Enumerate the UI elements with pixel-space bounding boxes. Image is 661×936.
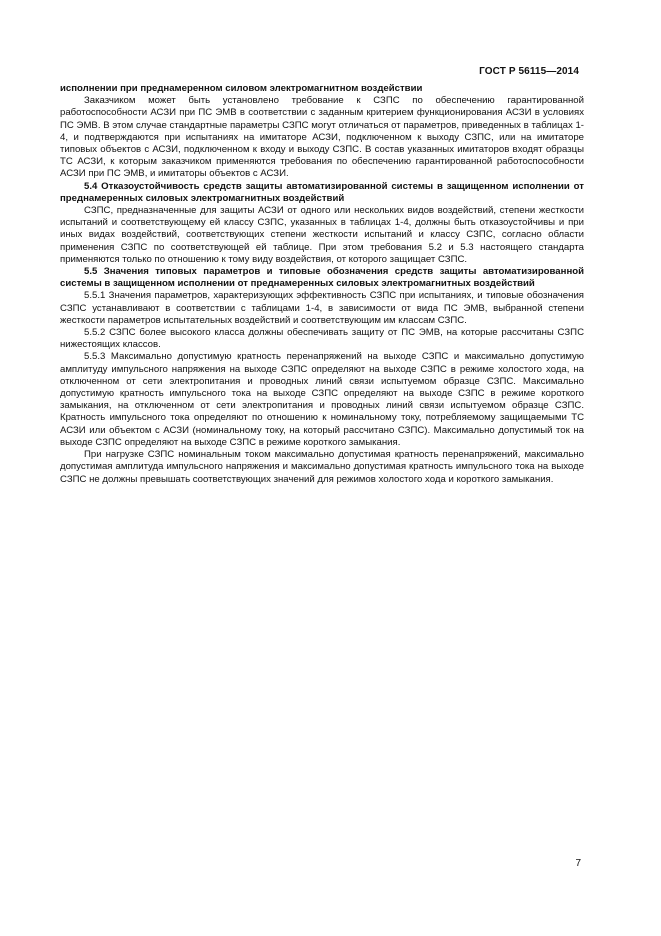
section-heading-5-5: 5.5 Значения типовых параметров и типовые обозначения средств защиты автоматизированной системы в защищенном исполнении от преднамеренных силовых электромагнитных воздействий xyxy=(60,266,584,290)
section-title-continuation: исполнении при преднамеренном силовом электромагнитном воздействии xyxy=(60,83,423,94)
page-number: 7 xyxy=(575,858,581,869)
paragraph: СЗПС, предназначенные для защиты АСЗИ от одного или нескольких видов воздействий, степени жесткости испытаний и соответствующему ей классу СЗПС, указанных в таблицах 1-4, должны быть отказоустойчивы и при иных видах воздействий, соответствующих степени жесткости испытаний и классу СЗПС, согласно области применения СЗПС по соответствующей ей таблице. При этом требования 5.2 и 5.3 настоящего стандарта применяются только по отношению к тому виду воздействия, от которого защищает СЗПС. xyxy=(60,205,584,265)
paragraph: Заказчиком может быть установлено требование к СЗПС по обеспечению гарантированной работоспособности АСЗИ при ПС ЭМВ в соответствии с заданным критерием функционирования АСЗИ в условиях ПС ЭМВ. В этом случае стандартные параметры СЗПС могут отличаться от параметров, приведенных в таблицах 1-4, и подтверждаются при испытаниях на имитаторе АСЗИ, подключенном к выходу СЗПС, или на имитаторе типовых объектов с АСЗИ, подключенном к входу и выходу СЗПС. В состав указанных имитаторов входят образцы ТС АСЗИ, к которым заказчиком применяются требования по обеспечению гарантированной работоспособности АСЗИ при ПС ЭМВ, и имитаторы объектов с АСЗИ. xyxy=(60,95,584,180)
section-heading-5-4: 5.4 Отказоустойчивость средств защиты автоматизированной системы в защищенном исполнении от преднамеренных силовых электромагнитных воздействий xyxy=(60,180,584,204)
paragraph: При нагрузке СЗПС номинальным током максимально допустимая кратность перенапряжений, максимально допустимая амплитуда импульсного напряжения и максимально допустимая кратность импульсного тока на выходе СЗПС не должны превышать соответствующих значений для режимов холостого хода и короткого замыкания. xyxy=(60,449,584,485)
document-body xyxy=(60,83,584,486)
paragraph-5-5-3: 5.5.3 Максимально допустимую кратность перенапряжений на выходе СЗПС и максимально допустимую амплитуду импульсного напряжения на выходе СЗПС определяют на выходе СЗПС в режиме холостого хода, на отключенном от сети электропитания и проводных линий связи испытуемом образце СЗПС. Максимально допустимую кратность импульсного тока на выходе СЗПС определяют на выходе СЗПС в режиме короткого замыкания, на отключенном от сети электропитания и проводных линий связи испытуемом образце СЗПС. Кратность импульсного тока определяют по отношению к номинальному току, потребляемому защищаемыми ТС АСЗИ или объектом с АСЗИ (номинальному току, на который рассчитано СЗПС). Максимально допустимый ток на выходе СЗПС определяют на выходе СЗПС в режиме короткого замыкания. xyxy=(60,351,584,448)
standard-header: ГОСТ Р 56115—2014 xyxy=(479,66,579,77)
paragraph-5-5-1: 5.5.1 Значения параметров, характеризующих эффективность СЗПС при испытаниях, и типовые обозначения СЗПС устанавливают в соответствии с таблицами 1-4, в зависимости от вида ПС ЭМВ, выбранной степени жесткости параметров испытательных воздействий и соответствующим им классам СЗПС. xyxy=(60,290,584,326)
paragraph-5-5-2: 5.5.2 СЗПС более высокого класса должны обеспечивать защиту от ПС ЭМВ, на которые рассчитаны СЗПС нижестоящих классов. xyxy=(60,327,584,351)
